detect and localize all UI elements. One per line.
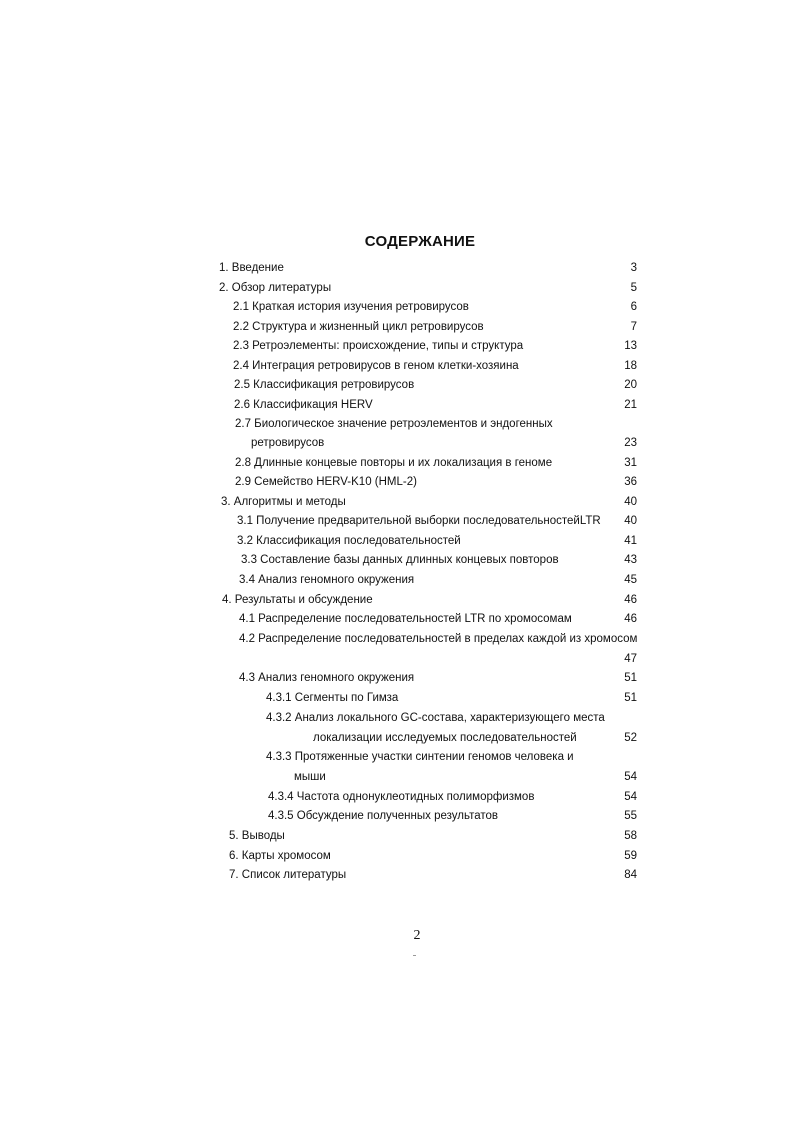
toc-entry-page: 18 <box>624 360 637 372</box>
toc-entry-label: 3.2 Классификация последовательностей <box>237 535 461 547</box>
toc-entry-page: 21 <box>624 399 637 411</box>
toc-entry-label: 4.1 Распределение последовательностей LTR по хромосомам <box>239 613 572 625</box>
scan-mark <box>413 955 416 956</box>
toc-entry-page: 59 <box>624 850 637 862</box>
toc-entry-label: 2.4 Интеграция ретровирусов в геном клетки-хозяина <box>233 360 519 372</box>
toc-entry-label: 6. Карты хромосом <box>229 850 331 862</box>
toc-entry-label: 4.3 Анализ геномного окружения <box>239 672 415 684</box>
toc-entry-page: 46 <box>624 594 637 606</box>
toc-entry-label: 4.3.4 Частота однонуклеотидных полиморфизмов <box>268 791 535 803</box>
page-title: СОДЕРЖАНИЕ <box>364 233 476 250</box>
toc-entry-label: 2.7 Биологическое значение ретроэлементов и эндогенных <box>235 418 553 430</box>
toc-entry-label: 2.6 Классификация HERV <box>234 399 373 411</box>
toc-entry-page: 43 <box>624 554 637 566</box>
toc-entry-page: 40 <box>624 496 637 508</box>
toc-entry-label: 3.4 Анализ геномного окружения <box>239 574 415 586</box>
toc-entry-label: 3. Алгоритмы и методы <box>221 496 346 508</box>
toc-entry-page: 5 <box>630 282 637 294</box>
toc-entry-page: 52 <box>624 732 637 744</box>
toc-entry-page: 45 <box>624 574 637 586</box>
toc-entry-label: 4.3.1 Сегменты по Гимза <box>266 692 399 704</box>
toc-entry-page: 51 <box>624 692 637 704</box>
toc-entry-page: 23 <box>624 437 637 449</box>
toc-entry-label: ретровирусов <box>251 437 325 449</box>
toc-entry-page: 84 <box>624 869 637 881</box>
toc-entry-label: 2.8 Длинные концевые повторы и их локализация в геноме <box>235 457 553 469</box>
toc-entry-page: 51 <box>624 672 637 684</box>
toc-entry-label: 5. Выводы <box>229 830 285 842</box>
toc-entry-label: 7. Список литературы <box>229 869 347 881</box>
toc-entry-page: 31 <box>624 457 637 469</box>
toc-entry-label: 4.3.5 Обсуждение полученных результатов <box>268 810 499 822</box>
toc-entry-label: 2. Обзор литературы <box>219 282 332 294</box>
toc-entry-page: 13 <box>624 340 637 352</box>
toc-entry-label: локализации исследуемых последовательностей <box>313 732 577 744</box>
toc-entry-label: 1. Введение <box>219 262 284 274</box>
toc-entry-label: 2.9 Семейство HERV-K10 (HML-2) <box>235 476 417 488</box>
toc-entry-page: 41 <box>624 535 637 547</box>
toc-entry-label: 2.1 Краткая история изучения ретровирусов <box>233 301 469 313</box>
toc-entry-label: 3.1 Получение предварительной выборки последовательностейLTR <box>237 515 601 527</box>
toc-entry-label: 2.2 Структура и жизненный цикл ретровирусов <box>233 321 484 333</box>
toc-entry-label: 4. Результаты и обсуждение <box>222 594 373 606</box>
toc-entry-page: 47 <box>624 653 637 665</box>
toc-entry-page: 58 <box>624 830 637 842</box>
toc-entry-label: 4.3.3 Протяженные участки синтении геномов человека и <box>266 751 574 763</box>
toc-entry-page: 55 <box>624 810 637 822</box>
toc-entry-page: 46 <box>624 613 637 625</box>
toc-entry-page: 7 <box>630 321 637 333</box>
page-number: 2 <box>413 928 421 943</box>
toc-entry-label: 3.3 Составление базы данных длинных концевых повторов <box>241 554 559 566</box>
toc-entry-page: 54 <box>624 791 637 803</box>
toc-entry-page: 6 <box>630 301 637 313</box>
toc-entry-page: 54 <box>624 771 637 783</box>
toc-entry-page: 3 <box>630 262 637 274</box>
toc-entry-label: 4.2 Распределение последовательностей в пределах каждой из хромосом <box>239 633 638 645</box>
toc-entry-page: 20 <box>624 379 637 391</box>
toc-entry-label: мыши <box>294 771 326 783</box>
toc-entry-label: 2.3 Ретроэлементы: происхождение, типы и структура <box>233 340 524 352</box>
toc-entry-label: 4.3.2 Анализ локального GC-состава, характеризующего места <box>266 712 605 724</box>
toc-entry-page: 40 <box>624 515 637 527</box>
toc-entry-label: 2.5 Классификация ретровирусов <box>234 379 415 391</box>
toc-entry-page: 36 <box>624 476 637 488</box>
